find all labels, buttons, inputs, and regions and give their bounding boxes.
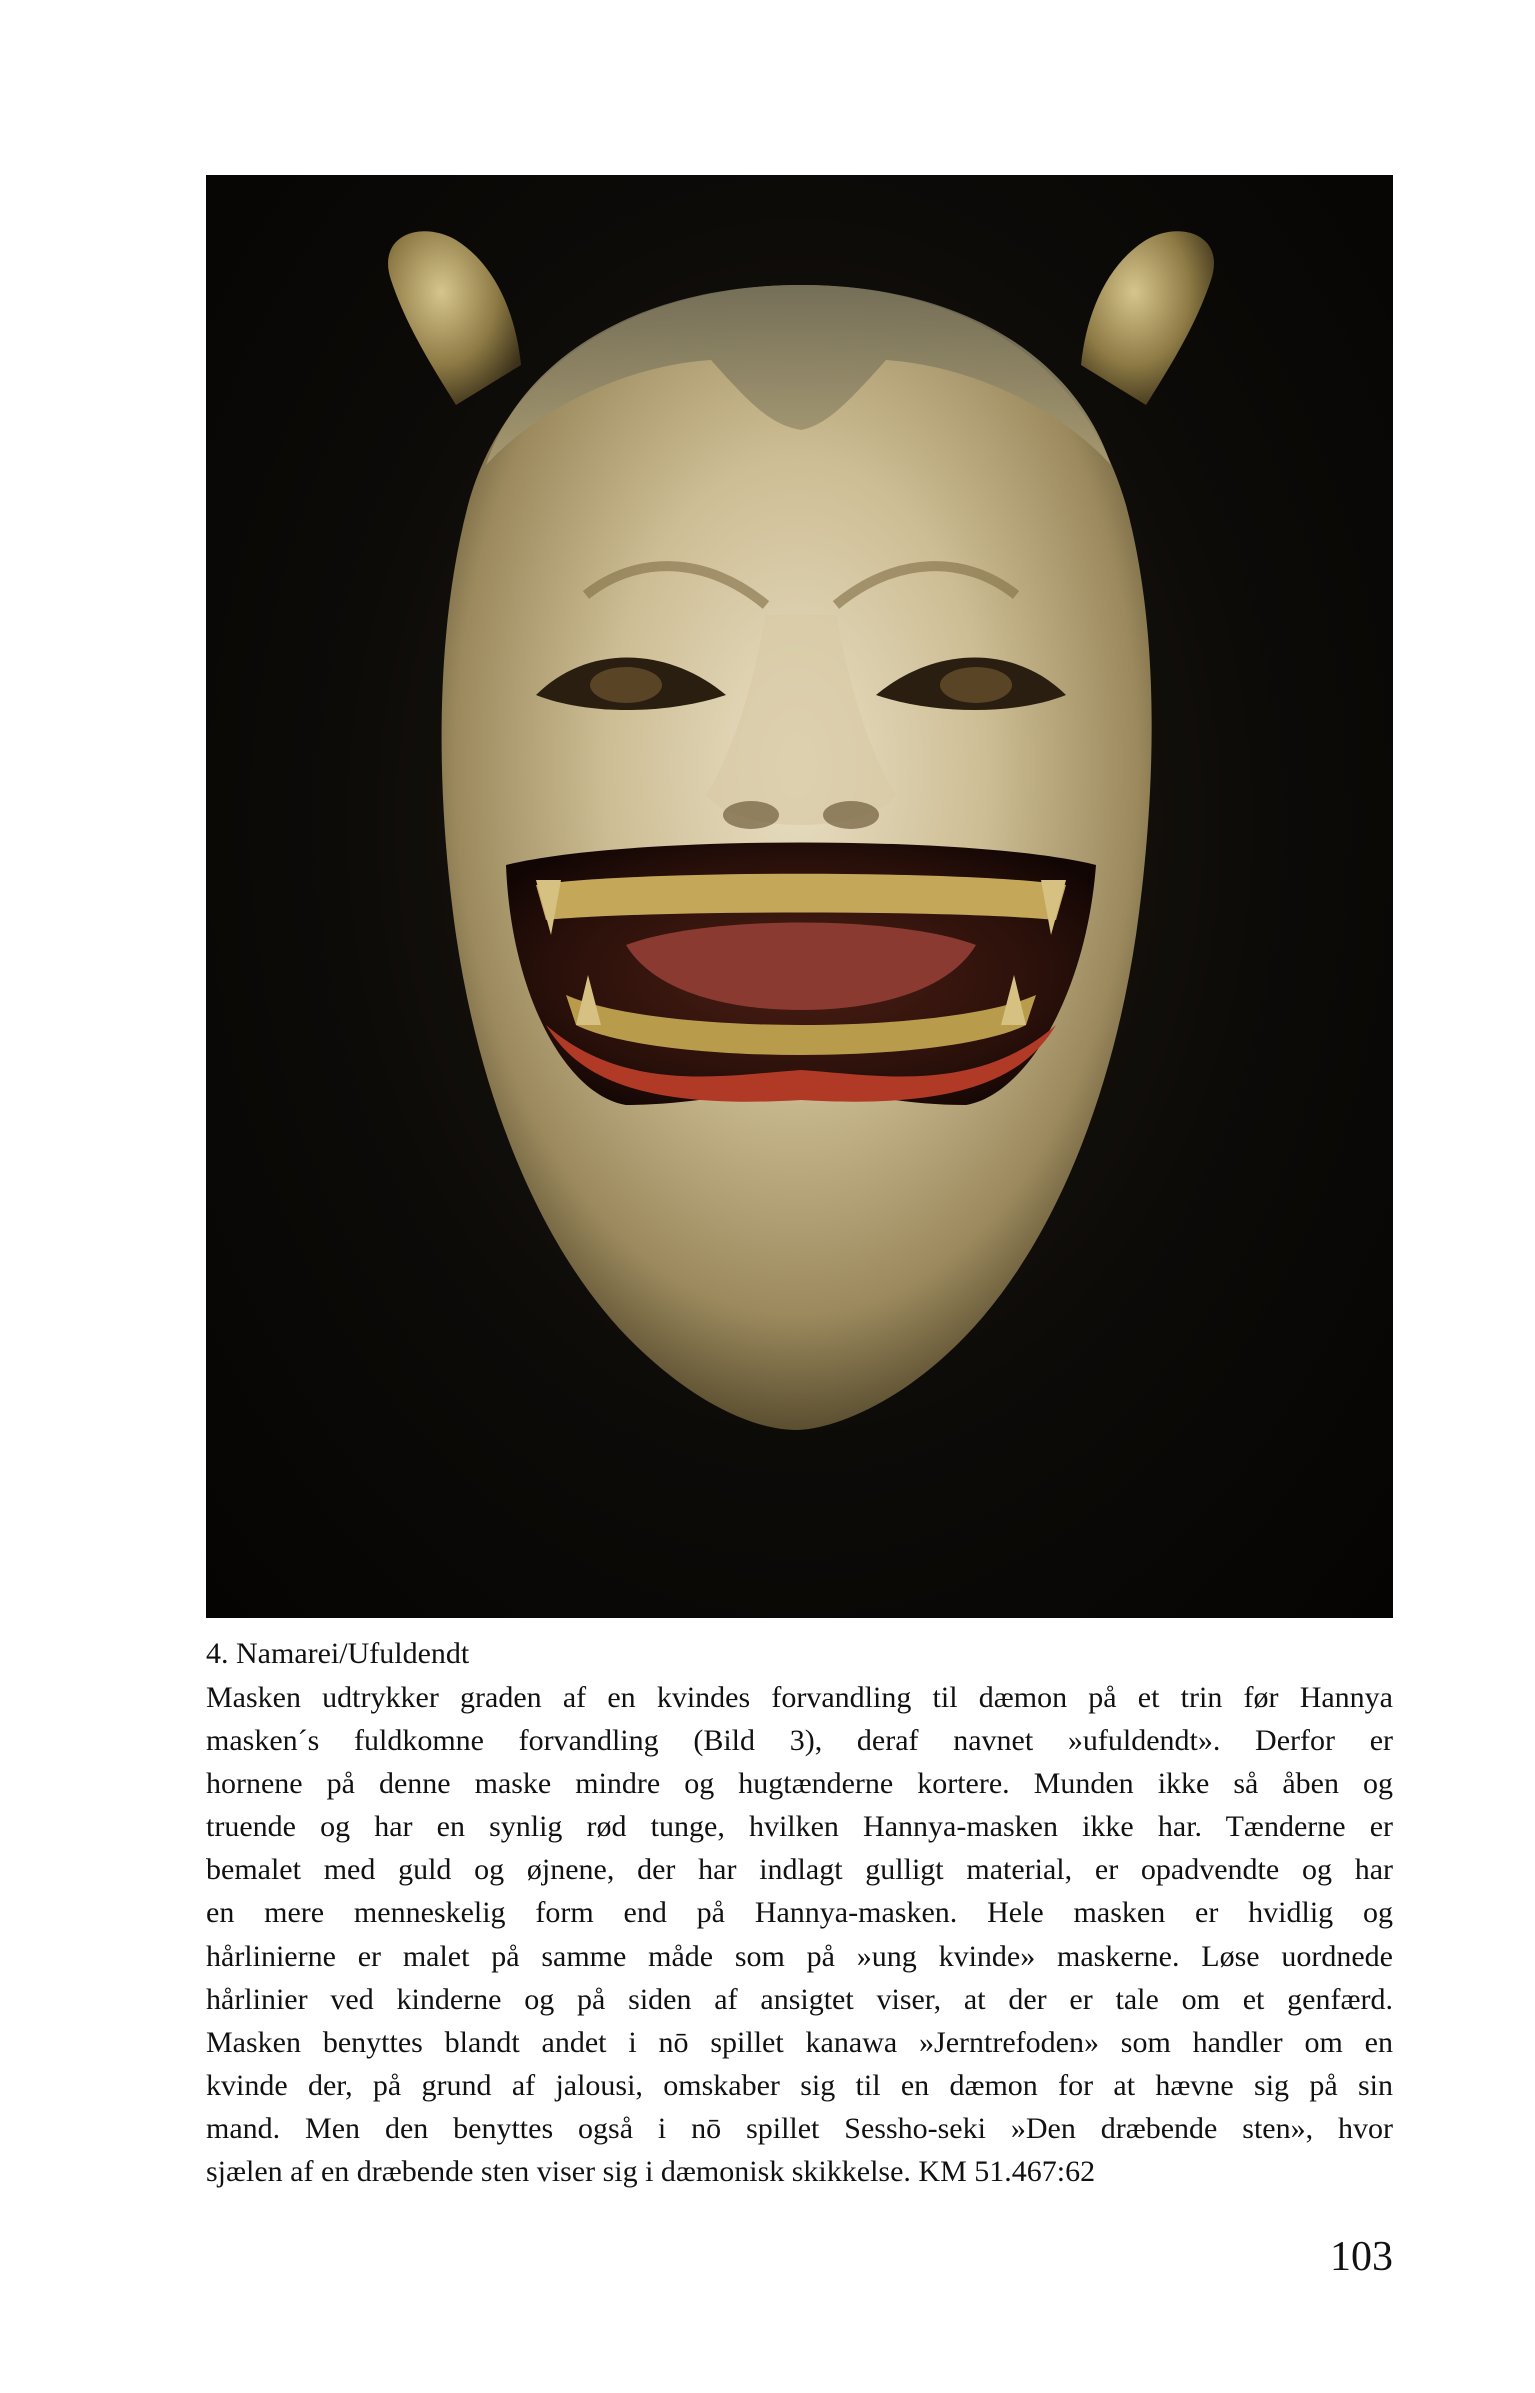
mask-photograph	[206, 175, 1393, 1618]
caption-body	[206, 1676, 1393, 2193]
namarei-mask-image	[206, 175, 1393, 1618]
caption-line: hårlinier ved kinderne og på siden af ansigtet viser, at der er tale om et genfærd.	[206, 1982, 1393, 2016]
page-number: 103	[1330, 2234, 1393, 2280]
left-horn	[388, 231, 521, 405]
open-mouth	[506, 843, 1096, 1106]
caption-line: sjælen af en dræbende sten viser sig i dæmonisk skikkelse. KM 51.467:62	[206, 2155, 1096, 2189]
caption-line: mand. Men den benyttes også i nō spillet Sessho-seki »Den dræbende sten», hvor	[206, 2111, 1393, 2145]
caption-title	[206, 1632, 1393, 1676]
figure-number: 4.	[206, 1637, 229, 1670]
right-horn	[1081, 231, 1214, 405]
caption-line: hårlinierne er malet på samme måde som på »ung kvinde» maskerne. Løse uordnede	[206, 1939, 1393, 1973]
caption-line: bemalet med guld og øjnene, der har indlagt gulligt material, er opadvendte og har	[206, 1853, 1393, 1887]
figure-title: Namarei/Ufuldendt	[236, 1637, 470, 1670]
caption-line: en mere menneskelig form end på Hannya-masken. Hele masken er hvidlig og	[206, 1896, 1393, 1930]
figure-caption	[206, 1632, 1393, 2193]
caption-line: masken´s fuldkomne forvandling (Bild 3), deraf navnet »ufuldendt». Derfor er	[206, 1724, 1393, 1758]
caption-line: truende og har en synlig rød tunge, hvilken Hannya-masken ikke har. Tænderne er	[206, 1810, 1393, 1844]
caption-line: Masken udtrykker graden af en kvindes forvandling til dæmon på et trin før Hannya	[206, 1681, 1393, 1714]
caption-line: hornene på denne maske mindre og hugtænderne kortere. Munden ikke så åben og	[206, 1767, 1393, 1801]
caption-line: Masken benyttes blandt andet i nō spillet kanawa »Jerntrefoden» som handler om en	[206, 2025, 1393, 2059]
caption-line: kvinde der, på grund af jalousi, omskaber sig til en dæmon for at hævne sig på sin	[206, 2068, 1393, 2102]
